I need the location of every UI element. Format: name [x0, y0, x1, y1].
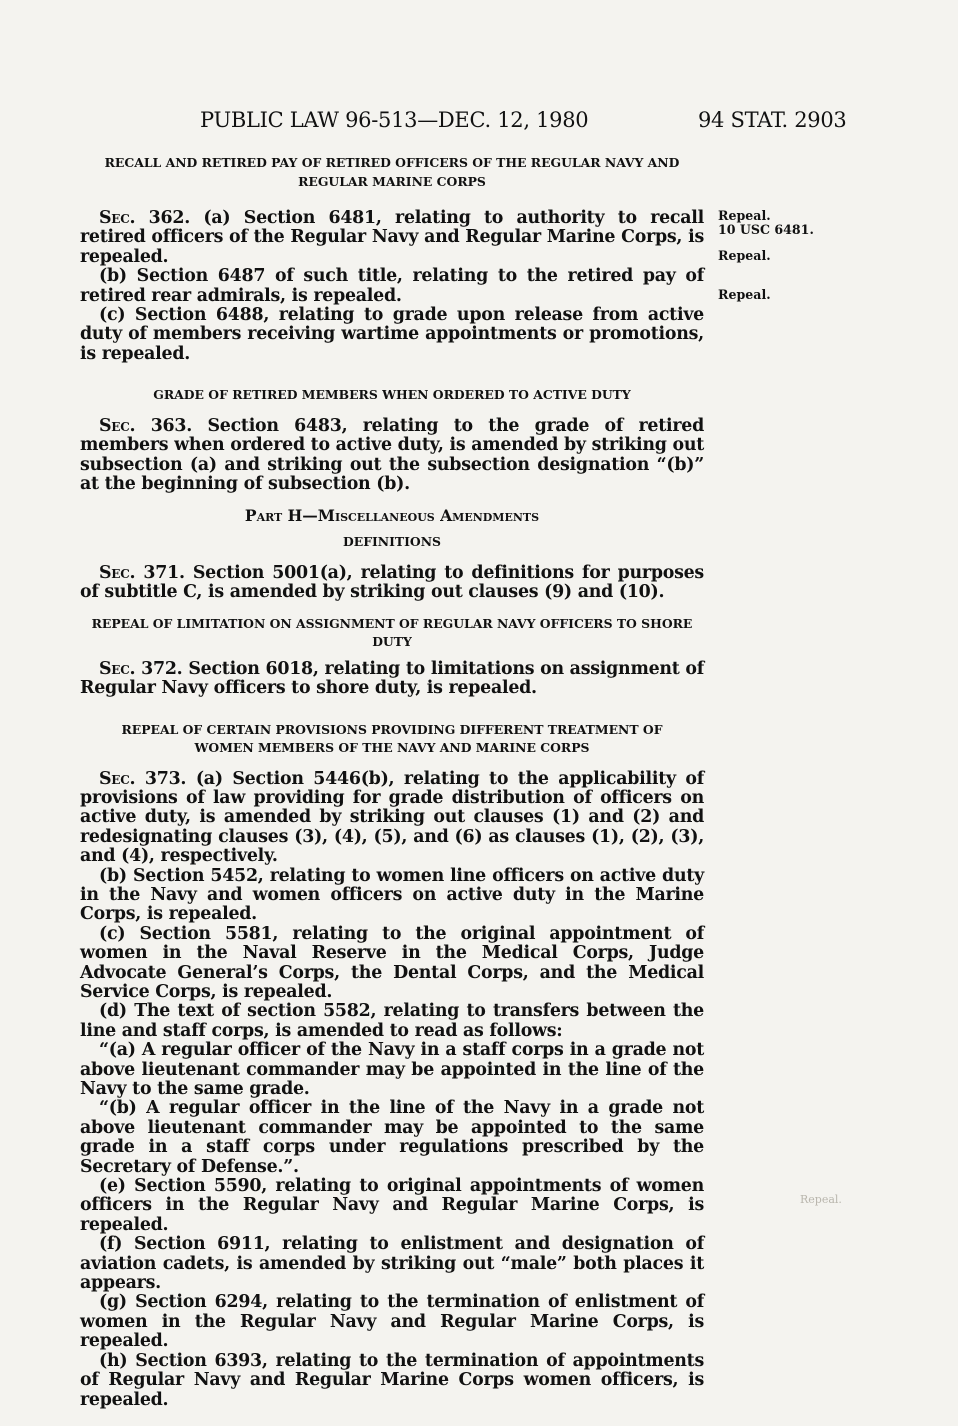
margin-note-repeal-2: Repeal. — [718, 248, 771, 263]
section-362-c: (c) Section 6488, relating to grade upon release from active duty of members receiving wartime appointments or promotions, is repealed. — [80, 305, 704, 364]
section-label: Sec. 373. — [99, 768, 187, 789]
part-title: Part H—Miscellaneous Amendments — [244, 506, 540, 526]
section-362-a — [80, 209, 704, 267]
section-373-b: (b) Section 5452, relating to women line officers on active duty in the Navy and women officers on active duty in the Marine Corps, is repealed. — [80, 865, 704, 925]
section-heading-362: RECALL AND RETIRED PAY OF RETIRED OFFICERS OF THE REGULAR NAVY AND REGULAR MARINE CORPS — [104, 155, 680, 189]
bleed-through-text: Repeal. — [800, 1193, 842, 1206]
section-373-d-quote-b: “(b) A regular officer in the line of the Navy in a grade not above lieutenant commander may be appointed to the same grade in a staff corps under regulations prescribed by the Secretary of Defense.”. — [80, 1098, 704, 1177]
section-373-a — [80, 770, 704, 867]
section-heading-372: REPEAL OF LIMITATION ON ASSIGNMENT OF REGULAR NAVY OFFICERS TO SHORE DUTY — [91, 615, 693, 650]
section-heading-363: GRADE OF RETIRED MEMBERS WHEN ORDERED TO ACTIVE DUTY — [153, 387, 631, 403]
section-label: Sec. 372. — [99, 658, 183, 679]
section-373-g: (g) Section 6294, relating to the termination of enlistment of women in the Regular Navy and Regular Marine Corps, is repealed. — [80, 1292, 704, 1352]
running-header-title: PUBLIC LAW 96-513—DEC. 12, 1980 — [200, 108, 589, 132]
main-text-column — [80, 154, 704, 1410]
section-362-b: (b) Section 6487 of such title, relating to the retired pay of retired rear admirals, is repealed. — [80, 266, 704, 306]
section-text: Section 5001(a), relating to definitions for purposes of subtitle C, is amended by striking out clauses (9) and (10). — [80, 562, 704, 603]
margin-note-usc-citation: 10 USC 6481. — [718, 222, 814, 237]
section-373-c: (c) Section 5581, relating to the original appointment of women in the Naval Reserve in the Medical Corps, Judge Advocate General’s Corps, the Dental Corps, and the Medical Service Corps, is repealed. — [80, 923, 704, 1002]
section-text: Section 6483, relating to the grade of retired members when ordered to active duty, is amended by striking out subsection (a) and striking out the subsection designation “(b)” at the beginning of subsection (b). — [80, 415, 704, 494]
section-label: Sec. 363. — [99, 415, 193, 436]
section-text: (a) Section 5446(b), relating to the applicability of provisions of law providing for grade distribution of officers on active duty, is amended by striking out clauses (1) and (2) and redesignating clauses (3), (4), (5), and (6) as clauses (1), (2), (3), and (4), respectively. — [80, 768, 704, 867]
section-373-d: (d) The text of section 5582, relating to transfers between the line and staff corps, is amended to read as follows: — [80, 1001, 704, 1041]
running-header-page-ref: 94 STAT. 2903 — [698, 108, 847, 132]
margin-note-repeal-1 — [718, 209, 814, 237]
section-363-text — [80, 417, 704, 495]
section-373-e: (e) Section 5590, relating to original appointments of women officers in the Regular Navy and Regular Marine Corps, is repealed. — [80, 1176, 704, 1235]
section-373-h: (h) Section 6393, relating to the termination of appointments of Regular Navy and Regular Marine Corps women officers, is repealed. — [80, 1350, 704, 1410]
section-label: Sec. 371. — [99, 562, 185, 583]
section-label: Sec. 362. — [99, 208, 191, 228]
margin-note-repeal-3: Repeal. — [718, 287, 771, 302]
section-text: Section 6018, relating to limitations on assignment of Regular Navy officers to shore duty, is repealed. — [80, 658, 704, 699]
section-373-d-quote-a: “(a) A regular officer of the Navy in a staff corps in a grade not above lieutenant commander may be appointed in the line of the Navy to the same grade. — [80, 1040, 704, 1099]
section-372-text — [80, 660, 704, 699]
section-heading-373: REPEAL OF CERTAIN PROVISIONS PROVIDING DIFFERENT TREATMENT OF WOMEN MEMBERS OF THE NAVY AND MARINE CORPS — [121, 721, 663, 755]
section-text: (a) Section 6481, relating to authority to recall retired officers of the Regular Navy and Regular Marine Corps, is repealed. — [80, 208, 704, 267]
margin-note-repeal-label: Repeal. — [718, 208, 771, 223]
section-heading-371: DEFINITIONS — [343, 534, 441, 550]
section-373-f: (f) Section 6911, relating to enlistment and designation of aviation cadets, is amended by striking out “male” both places it appears. — [80, 1234, 704, 1294]
section-371-text — [80, 564, 704, 603]
